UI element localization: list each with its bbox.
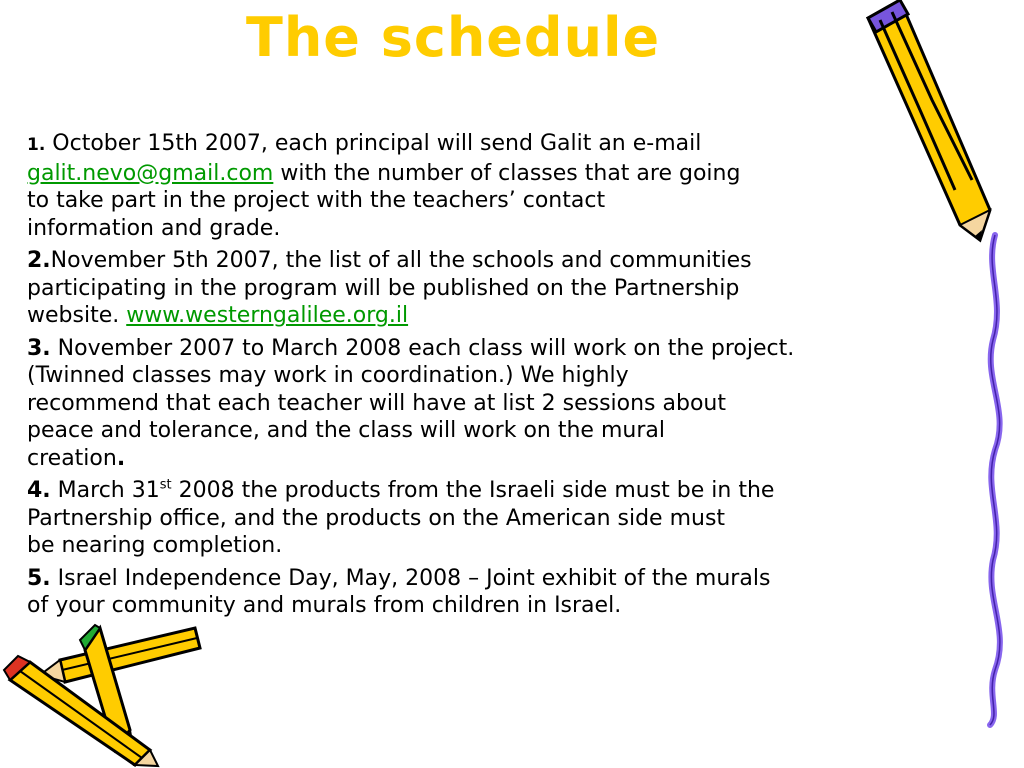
item-text: be nearing completion.: [27, 533, 283, 558]
item-text: Israel Independence Day, May, 2008 – Joint exhibit of the murals: [50, 565, 771, 591]
item-text: November 5th 2007, the list of all the schools and communities: [50, 248, 752, 273]
schedule-item-1: [27, 130, 972, 242]
item-text: Partnership office, and the products on the American side must: [27, 505, 726, 531]
item-text: October 15th 2007, each principal will send Galit an e-mail: [45, 131, 702, 156]
item-text: November 2007 to March 2008 each class will work on the project.: [50, 335, 795, 361]
schedule-item-5: [27, 565, 972, 620]
item-text: of your community and murals from children in Israel.: [27, 593, 622, 618]
item-text: (Twinned classes may work in coordination.) We highly: [27, 363, 629, 388]
item-text: recommend that each teacher will have at list 2 sessions about: [27, 390, 726, 416]
squiggle-line: [965, 230, 1020, 730]
item-text: with the number of classes that are going: [273, 160, 741, 186]
item-text: website.: [27, 303, 127, 328]
item-number: 1.: [27, 135, 46, 155]
item-number: 3.: [27, 335, 51, 361]
item-number: 2.: [27, 248, 51, 273]
email-link[interactable]: galit.nevo@gmail.com: [27, 160, 274, 186]
item-text-end: .: [116, 445, 126, 471]
website-link[interactable]: www.westerngalilee.org.il: [126, 303, 409, 328]
item-text: creation: [27, 445, 117, 471]
item-number: 4.: [27, 478, 51, 503]
item-text: information and grade.: [27, 215, 281, 241]
schedule-item-2: [27, 247, 972, 330]
pencil-icon: [860, 0, 1000, 245]
item-text: to take part in the project with the teachers’ contact: [27, 188, 606, 213]
pencil-icon: [0, 650, 160, 768]
page-title: The schedule: [246, 6, 661, 69]
item-text: March 31: [50, 478, 160, 503]
item-text: 2008 the products from the Israeli side must be in the: [171, 478, 775, 503]
schedule-item-3: [27, 335, 972, 473]
item-number: 5.: [27, 565, 51, 591]
item-text: peace and tolerance, and the class will work on the mural: [27, 418, 665, 443]
schedule-list: [27, 130, 972, 625]
item-text: participating in the program will be published on the Partnership: [27, 275, 740, 301]
schedule-item-4: [27, 477, 972, 560]
superscript: st: [159, 477, 172, 493]
